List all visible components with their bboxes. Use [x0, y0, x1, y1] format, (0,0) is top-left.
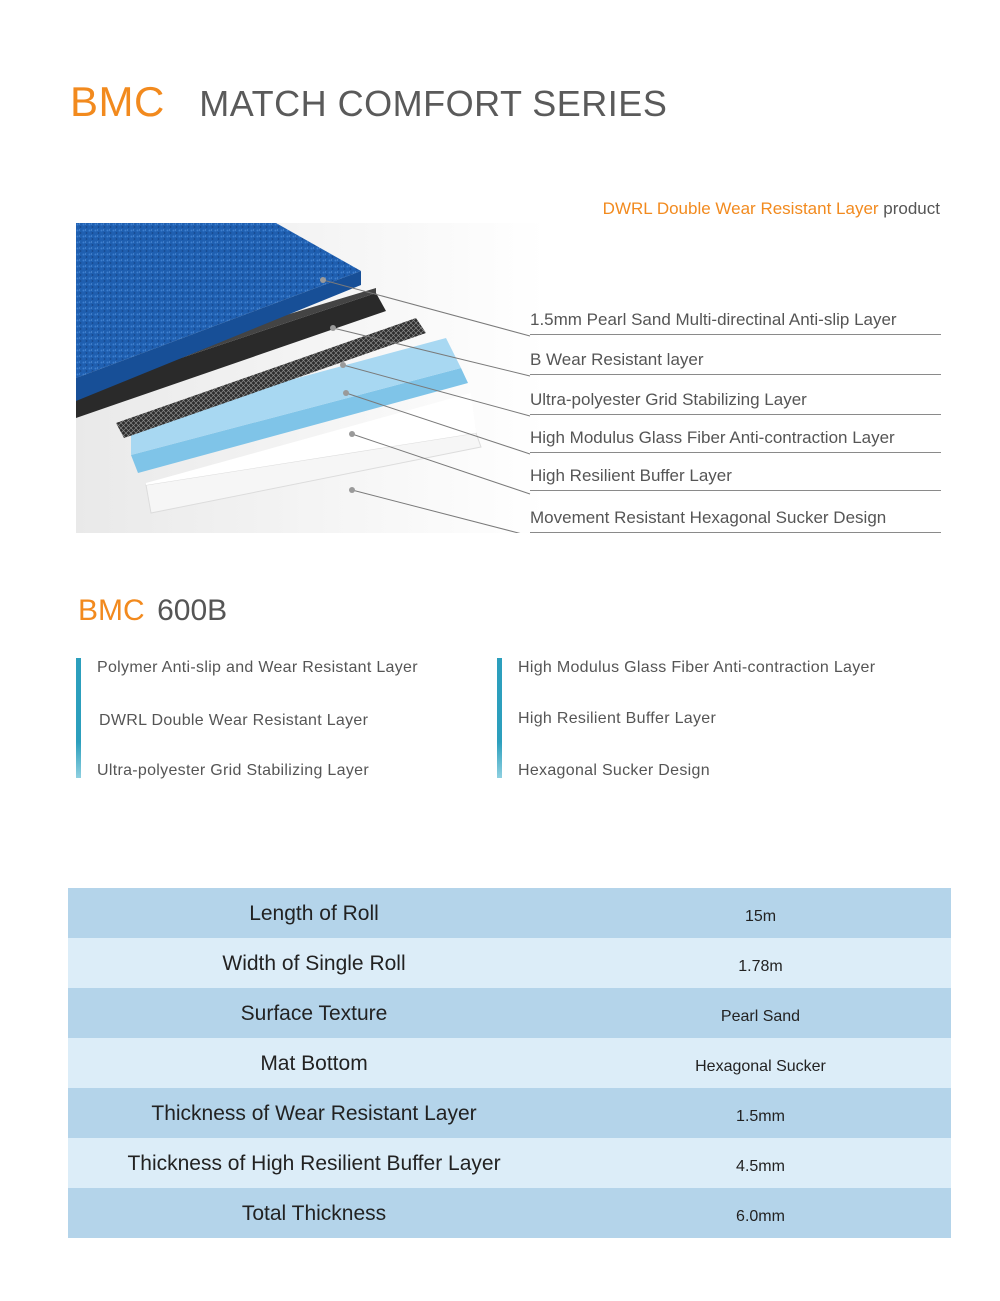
title-brand: BMC [70, 78, 165, 125]
callout-wear-resistant: B Wear Resistant layer [530, 350, 941, 375]
spec-value: 1.5mm [736, 1108, 785, 1125]
feature-left-item: Ultra-polyester Grid Stabilizing Layer [97, 762, 369, 779]
feature-right-item: High Modulus Glass Fiber Anti-contraction Layer [518, 659, 876, 676]
caption-highlight: DWRL Double Wear Resistant Layer [602, 199, 879, 218]
feature-bar-right [497, 658, 502, 778]
title-series: MATCH COMFORT SERIES [199, 83, 668, 124]
spec-row [68, 1138, 951, 1188]
spec-table [68, 888, 951, 1238]
callout-buffer: High Resilient Buffer Layer [530, 466, 941, 491]
feature-left-item: Polymer Anti-slip and Wear Resistant Layer [97, 659, 418, 676]
feature-right-item: Hexagonal Sucker Design [518, 762, 710, 779]
spec-label: Thickness of High Resilient Buffer Layer [127, 1152, 501, 1175]
page-title [70, 78, 667, 126]
spec-value: 15m [744, 908, 777, 925]
spec-row [68, 1088, 951, 1138]
caption-suffix: product [878, 199, 940, 218]
feature-right-item: High Resilient Buffer Layer [518, 710, 717, 727]
spec-row [68, 938, 951, 988]
product-title [78, 594, 227, 628]
spec-value: Hexagonal Sucker [695, 1058, 826, 1075]
callout-grid-stabilizing: Ultra-polyester Grid Stabilizing Layer [530, 390, 941, 415]
spec-label: Length of Roll [249, 902, 379, 925]
callout-glass-fiber: High Modulus Glass Fiber Anti-contraction Layer [530, 428, 941, 453]
product-brand: BMC [78, 594, 145, 627]
spec-label: Thickness of Wear Resistant Layer [151, 1102, 477, 1125]
spec-label: Total Thickness [241, 1202, 387, 1225]
spec-value: 4.5mm [736, 1158, 785, 1175]
spec-label: Mat Bottom [260, 1052, 368, 1075]
spec-row [68, 1188, 951, 1238]
callout-hexagonal-sucker: Movement Resistant Hexagonal Sucker Design [530, 508, 941, 533]
callout-pearl-sand: 1.5mm Pearl Sand Multi-directinal Anti-slip Layer [530, 310, 941, 335]
spec-row [68, 888, 951, 938]
product-model: 600B [157, 594, 228, 627]
spec-row [68, 988, 951, 1038]
layer-stack-illustration [76, 223, 546, 533]
feature-bar-left [76, 658, 81, 778]
dwrl-caption [603, 199, 940, 219]
feature-left-item: DWRL Double Wear Resistant Layer [99, 712, 369, 729]
spec-row [68, 1038, 951, 1088]
spec-value: 6.0mm [736, 1208, 785, 1225]
spec-value: 1.78m [738, 958, 783, 975]
spec-label: Width of Single Roll [222, 952, 406, 975]
spec-value: Pearl Sand [720, 1008, 801, 1025]
spec-label: Surface Texture [240, 1002, 388, 1025]
